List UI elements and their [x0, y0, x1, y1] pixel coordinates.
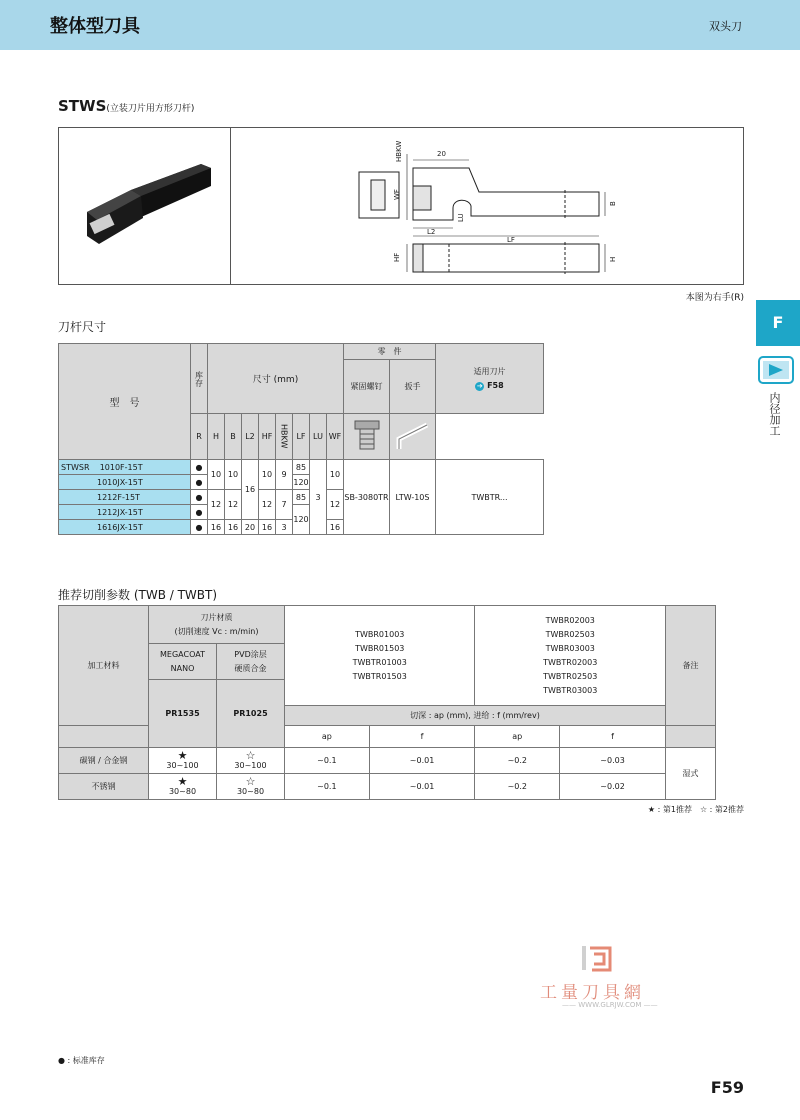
grade-head-line: 刀片材质: [200, 612, 233, 622]
stock-header: 库存: [191, 344, 208, 414]
insert-code: TWBR03003: [545, 643, 595, 653]
insert-ref-link[interactable]: [436, 379, 543, 393]
f-value: ~0.02: [560, 774, 666, 800]
coat-line: PVD涂层: [234, 649, 267, 659]
f-value: ~0.03: [560, 748, 666, 774]
first-rec-mark: ★: [177, 749, 188, 762]
dim-20: 20: [437, 150, 446, 158]
page-header: [0, 0, 800, 50]
table2-title: 推荐切削参数 (TWB / TWBT): [58, 588, 218, 602]
cell-lf: 85: [293, 460, 310, 475]
coat-line: 硬质合金: [234, 663, 267, 673]
dim-hbkw: HBKW: [395, 140, 403, 162]
wrench-icon: [390, 414, 436, 460]
grade-header: [149, 606, 285, 644]
model-name: 1616JX-15T: [59, 520, 191, 535]
page-title: 整体型刀具: [50, 16, 140, 37]
cell-l2: 20: [242, 520, 259, 535]
table-row: [59, 460, 544, 475]
cell-b: 12: [225, 490, 242, 520]
f-header: f: [369, 726, 475, 748]
stock-mark: ●: [191, 520, 208, 535]
model-name: 1010F-15T: [99, 462, 143, 472]
f-header: f: [560, 726, 666, 748]
model-prefix: STWSR: [61, 462, 90, 472]
cell-wrench: LTW-10S: [390, 460, 436, 535]
insert-code: TWBR02003: [545, 615, 595, 625]
screw-icon: [344, 414, 390, 460]
grade-head-line: (切削速度 Vc : m/min): [174, 626, 259, 636]
cell-h: 16: [208, 520, 225, 535]
stock-mark: ●: [191, 490, 208, 505]
product-desc: (立装刀片用方形刀杆): [106, 104, 195, 114]
product-title: [58, 97, 194, 115]
insert-label: 适用刀片: [473, 366, 506, 376]
second-rec-mark: ☆: [245, 775, 256, 788]
coat2-header: [217, 644, 285, 680]
grade-pr1025: PR1025: [217, 680, 285, 748]
coat-line: NANO: [170, 663, 195, 673]
holder-dimension-table: [58, 343, 544, 535]
col-r: R: [191, 414, 208, 460]
insert-code: TWBTR01003: [352, 657, 407, 667]
material-header: 加工材料: [59, 606, 149, 726]
model-name: 1010JX-15T: [59, 475, 191, 490]
coat1-header: [149, 644, 217, 680]
col-l2: L2: [242, 414, 259, 460]
cell-hbkw: 9: [276, 460, 293, 490]
figure-box: [58, 127, 744, 285]
insert-ref-label: F58: [487, 380, 504, 390]
dim-lf: LF: [507, 236, 515, 244]
stock-mark: ●: [191, 475, 208, 490]
recommend-legend: ★ : 第1推荐 ☆ : 第2推荐: [647, 805, 744, 814]
tool-photo: [73, 156, 213, 256]
speed-value: 30~100: [166, 761, 199, 770]
f-value: ~0.01: [369, 748, 475, 774]
cell-lf: 120: [293, 475, 310, 490]
table1-title: 刀杆尺寸: [58, 320, 107, 334]
side-label: 内径加工: [768, 392, 781, 436]
insert-code: TWBTR02503: [543, 671, 598, 681]
watermark-name: 工量刀具網: [540, 983, 645, 1003]
ap-value: ~0.1: [285, 774, 370, 800]
col-hf: HF: [259, 414, 276, 460]
size-header: 尺寸 (mm): [208, 344, 344, 414]
cell-hf: 12: [259, 490, 276, 520]
stock-note: ● : 标准库存: [58, 1056, 105, 1065]
col-hbkw: HBKW: [276, 414, 293, 460]
cell-h: 12: [208, 490, 225, 520]
cell-b: 16: [225, 520, 242, 535]
ap-value: ~0.2: [475, 774, 560, 800]
dim-hf: HF: [393, 252, 401, 262]
watermark-logo: [580, 944, 614, 974]
insert-code: TWBTR03003: [543, 685, 598, 695]
material-name: 不锈钢: [59, 774, 149, 800]
cell-hf: 10: [259, 460, 276, 490]
arrow-right-icon: ➔: [476, 381, 483, 390]
grade-pr1535: PR1535: [149, 680, 217, 748]
cell-hf: 16: [259, 520, 276, 535]
first-rec-mark: ★: [177, 775, 188, 788]
side-tab-f[interactable]: F: [756, 300, 800, 346]
cell-screw: SB-3080TR: [344, 460, 390, 535]
col-wf: WF: [327, 414, 344, 460]
page-subtitle: 双头刀: [709, 20, 742, 33]
cell-hbkw: 7: [276, 490, 293, 520]
f-value: ~0.01: [369, 774, 475, 800]
table-row: [59, 748, 716, 774]
cell-lf: 85: [293, 490, 310, 505]
tool-drawing: [349, 136, 649, 284]
dim-wf: WF: [393, 189, 401, 200]
cell-wf: 10: [327, 460, 344, 490]
dim-h: H: [609, 256, 617, 262]
remark-value: 湿式: [666, 748, 716, 800]
material-name: 碳钢 / 合金钢: [59, 748, 149, 774]
ap-header: ap: [285, 726, 370, 748]
dim-lu: LU: [457, 213, 465, 222]
figure-note: 本图为右手(R): [685, 293, 744, 303]
boring-icon: [758, 356, 794, 384]
ap-value: ~0.2: [475, 748, 560, 774]
cell-l2: 16: [242, 460, 259, 520]
stock-mark: ●: [191, 505, 208, 520]
wrench-header: 扳手: [390, 360, 436, 414]
product-code: STWS: [58, 97, 107, 115]
cell-b: 10: [225, 460, 242, 490]
watermark-site: —— WWW.GLRJW.COM ——: [562, 1001, 658, 1009]
insert-code: TWBR01003: [355, 629, 405, 639]
model-header: 型 号: [59, 344, 191, 460]
cutting-parameter-table: [58, 605, 716, 800]
speed-value: 30~100: [234, 761, 267, 770]
second-rec-mark: ☆: [245, 749, 256, 762]
figure-divider: [230, 128, 231, 284]
insert-code: TWBTR01503: [352, 671, 407, 681]
cell-lu: 3: [310, 460, 327, 535]
speed-value: 30~80: [168, 787, 197, 796]
table-row: [59, 774, 716, 800]
screw-header: 紧固螺钉: [344, 360, 390, 414]
col-h: H: [208, 414, 225, 460]
inserts-group-1: [285, 606, 475, 706]
cell-wf: 16: [327, 520, 344, 535]
dim-b: B: [609, 201, 617, 206]
col-lf: LF: [293, 414, 310, 460]
cut-label: 切深 : ap (mm), 进给 : f (mm/rev): [285, 706, 666, 726]
parts-header: 零 件: [344, 344, 436, 360]
col-b: B: [225, 414, 242, 460]
insert-code: TWBTR02003: [543, 657, 598, 667]
cell-insert: TWBTR...: [436, 460, 544, 535]
cell-wf: 12: [327, 490, 344, 520]
model-name: 1212JX-15T: [59, 505, 191, 520]
cell-lf: 120: [293, 505, 310, 535]
cell-hbkw: 3: [276, 520, 293, 535]
speed-value: 30~80: [236, 787, 265, 796]
insert-header: [436, 344, 544, 414]
ap-value: ~0.1: [285, 748, 370, 774]
inserts-group-2: [475, 606, 666, 706]
model-name: 1212F-15T: [59, 490, 191, 505]
ap-header: ap: [475, 726, 560, 748]
remark-header: 备注: [666, 606, 716, 726]
stock-mark: ●: [191, 460, 208, 475]
page-number: F59: [710, 1078, 744, 1097]
coat-line: MEGACOAT: [160, 649, 205, 659]
dim-l2: L2: [427, 228, 436, 236]
col-lu: LU: [310, 414, 327, 460]
watermark: [540, 944, 690, 1014]
insert-code: TWBR01503: [355, 643, 405, 653]
cell-h: 10: [208, 460, 225, 490]
insert-code: TWBR02503: [545, 629, 595, 639]
